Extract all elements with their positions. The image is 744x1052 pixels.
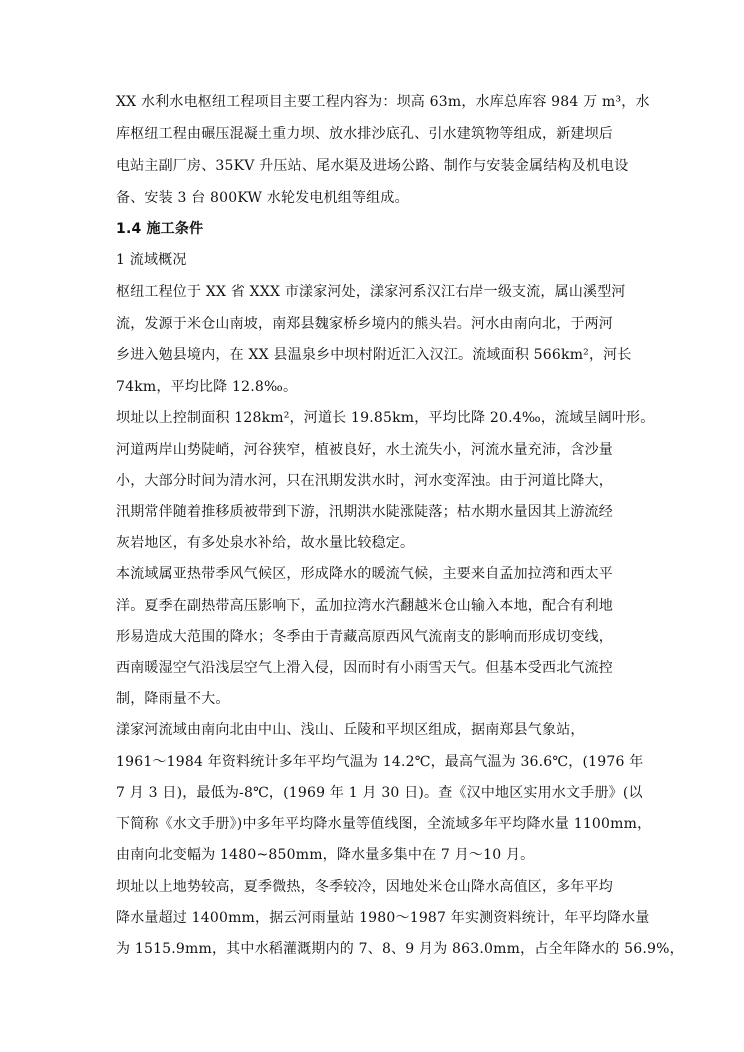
para3-line-1: 本流域属亚热带季风气候区，形成降水的暖流气候，主要来自孟加拉湾和西太平 [116, 566, 613, 582]
intro-line-2: 库枢纽工程由碾压混凝土重力坝、放水排沙底孔、引水建筑物等组成，新建坝后 [116, 126, 613, 142]
para5-line-3: 为 1515.9mm，其中水稻灌溉期内的 7、8、9 月为 863.0mm，占全年降水的 56.9%， [116, 941, 684, 957]
para2-line-3: 小，大部分时间为清水河，只在汛期发洪水时，河水变浑浊。由于河道比降大， [116, 473, 613, 489]
para2-line-5: 灰岩地区，有多处泉水补给，故水量比较稳定。 [116, 535, 415, 551]
para4-line-4: 下简称《水文手册》)中多年平均降水量等值线图，全流域多年平均降水量 1100mm， [116, 816, 652, 832]
para5-line-1: 坝址以上地势较高，夏季微热，冬季较冷，因地处米仓山降水高值区，多年平均 [116, 879, 613, 895]
section-heading: 1.4 施工条件 [116, 221, 204, 237]
intro-line-1: XX 水利水电枢纽工程项目主要工程内容为：坝高 63m，水库总库容 984 万 m³，水 [116, 94, 650, 110]
para4-line-5: 由南向北变幅为 1480~850mm，降水量多集中在 7 月～10 月。 [116, 847, 535, 863]
para5-line-2: 降水量超过 1400mm，据云河雨量站 1980～1987 年实测资料统计，年平均降水量 [116, 910, 650, 926]
para3-line-5: 制，降雨量不大。 [116, 691, 230, 707]
para2-line-1: 坝址以上控制面积 128km²，河道长 19.85km，平均比降 20.4‰，流域呈阔叶形。 [116, 410, 655, 426]
para1-line-4: 74km，平均比降 12.8‰。 [116, 379, 298, 395]
para1-line-3: 乡进入勉县境内，在 XX 县温泉乡中坝村附近汇入汉江。流域面积 566km²，河长 [116, 347, 632, 363]
intro-line-4: 备、安装 3 台 800KW 水轮发电机组等组成。 [116, 190, 409, 206]
para3-line-4: 西南暖湿空气沿浅层空气上滑入侵，因而时有小雨雪天气。但基本受西北气流控 [116, 660, 613, 676]
para4-line-3: 7 月 3 日)，最低为-8℃，(1969 年 1 月 30 日)。查《汉中地区实用水文手册》(以 [116, 785, 643, 801]
intro-line-3: 电站主副厂房、35KV 升压站、尾水渠及进场公路、制作与安装金属结构及机电设 [116, 158, 629, 174]
para4-line-2: 1961～1984 年资料统计多年平均气温为 14.2℃，最高气温为 36.6℃，(1976 年 [116, 754, 644, 770]
para2-line-4: 汛期常伴随着推移质被带到下游，汛期洪水陡涨陡落；枯水期水量因其上游流经 [116, 504, 613, 520]
para1-line-1: 枢纽工程位于 XX 省 XXX 市漾家河处，漾家河系汉江右岸一级支流，属山溪型河 [116, 284, 626, 300]
para3-line-2: 洋。夏季在副热带高压影响下，孟加拉湾水汽翻越米仓山输入本地，配合有利地 [116, 598, 613, 614]
para2-line-2: 河道两岸山势陡峭，河谷狭窄，植被良好，水土流失小，河流水量充沛，含沙量 [116, 442, 613, 458]
subheading: 1 流域概况 [116, 252, 187, 268]
para1-line-2: 流，发源于米仓山南坡，南郑县魏家桥乡境内的熊头岩。河水由南向北，于两河 [116, 316, 613, 332]
para3-line-3: 形易造成大范围的降水；冬季由于青藏高原西风气流南支的影响而形成切变线， [116, 629, 613, 645]
para4-line-1: 漾家河流域由南向北由中山、浅山、丘陵和平坝区组成，据南郑县气象站， [116, 722, 585, 738]
